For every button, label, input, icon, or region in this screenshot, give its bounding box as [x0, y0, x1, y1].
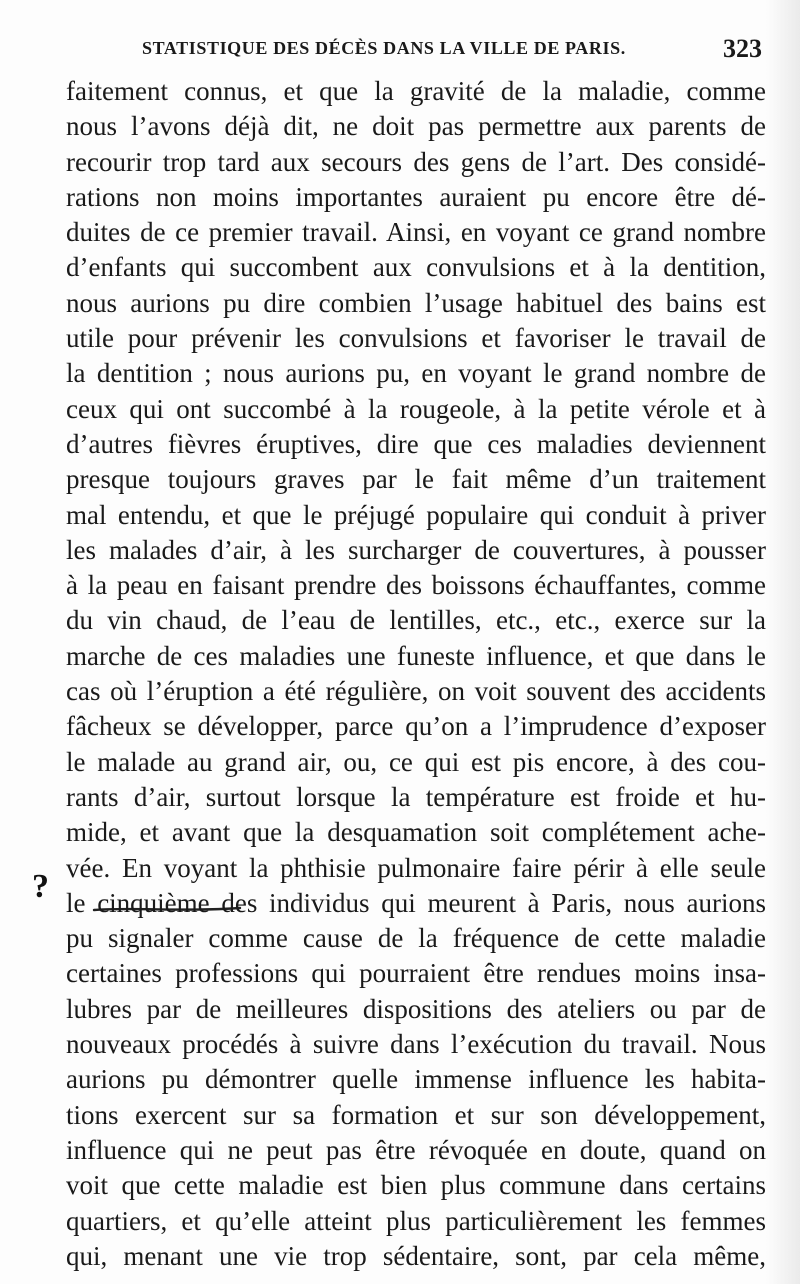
- text-line: qui, menant une vie trop sédentaire, sont, par cela même,: [66, 1240, 766, 1271]
- text-line: ceux qui ont succombé à la rougeole, à la petite vérole et à: [66, 393, 766, 424]
- text-line: vée. En voyant la phthisie pulmonaire faire périr à elle seule: [66, 852, 766, 883]
- text-line: certaines professions qui pourraient être rendues moins insa-: [66, 958, 766, 989]
- text-line: influence qui ne peut pas être révoquée en doute, quand on: [66, 1134, 766, 1165]
- text-line: rants d’air, surtout lorsque la température est froide et hu-: [66, 781, 766, 812]
- text-line: d’enfants qui succombent aux convulsions et à la dentition,: [66, 252, 766, 283]
- text-line: lubres par de meilleures dispositions des ateliers ou par de: [66, 993, 766, 1024]
- text-line: mal entendu, et que le préjugé populaire qui conduit à priver: [66, 499, 766, 530]
- text-line: utile pour prévenir les convulsions et favoriser le travail de: [66, 323, 766, 354]
- body-text: [66, 74, 766, 1274]
- handwritten-margin-note: ?: [32, 868, 49, 905]
- running-header: [142, 36, 762, 70]
- text-line: quartiers, et qu’elle atteint plus particulièrement les femmes: [66, 1205, 766, 1236]
- text-line: du vin chaud, de l’eau de lentilles, etc., etc., exerce sur la: [66, 605, 766, 636]
- text-line: nous l’avons déjà dit, ne doit pas permettre aux parents de: [66, 111, 766, 142]
- text-line: mide, et avant que la desquamation soit complétement ache-: [66, 817, 766, 848]
- text-line: cas où l’éruption a été régulière, on voit souvent des accidents: [66, 676, 766, 707]
- text-line: le cinquième des individus qui meurent à Paris, nous aurions: [66, 887, 766, 918]
- text-line: recourir trop tard aux secours des gens de l’art. Des considé-: [66, 146, 766, 177]
- text-line: le malade au grand air, ou, ce qui est pis encore, à des cou-: [66, 746, 766, 777]
- running-title: STATISTIQUE DES DÉCÈS DANS LA VILLE DE PARIS.: [142, 38, 626, 58]
- page-edge-shadow: [766, 0, 800, 1284]
- text-line: pu signaler comme cause de la fréquence de cette maladie: [66, 923, 766, 954]
- text-line: nous aurions pu dire combien l’usage habituel des bains est: [66, 287, 766, 318]
- page-number: 323: [723, 34, 762, 63]
- text-line: faitement connus, et que la gravité de la maladie, comme: [66, 76, 766, 106]
- text-line: fâcheux se développer, parce qu’on a l’imprudence d’exposer: [66, 711, 766, 742]
- text-line: les malades d’air, à les surcharger de couvertures, à pousser: [66, 534, 766, 565]
- text-line: la dentition ; nous aurions pu, en voyant le grand nombre de: [66, 358, 766, 389]
- text-line: à la peau en faisant prendre des boissons échauffantes, comme: [66, 570, 766, 601]
- text-line: voit que cette maladie est bien plus commune dans certains: [66, 1170, 766, 1201]
- text-line: d’autres fièvres éruptives, dire que ces maladies deviennent: [66, 428, 766, 459]
- text-line: aurions pu démontrer quelle immense influence les habita-: [66, 1064, 766, 1095]
- text-line: tions exercent sur sa formation et sur son développement,: [66, 1099, 766, 1130]
- text-line: marche de ces maladies une funeste influence, et que dans le: [66, 640, 766, 671]
- text-line: nouveaux procédés à suivre dans l’exécution du travail. Nous: [66, 1029, 766, 1060]
- text-line: duites de ce premier travail. Ainsi, en voyant ce grand nombre: [66, 217, 766, 248]
- text-line: rations non moins importantes auraient pu encore être dé-: [66, 181, 766, 212]
- text-line: presque toujours graves par le fait même d’un traitement: [66, 464, 766, 495]
